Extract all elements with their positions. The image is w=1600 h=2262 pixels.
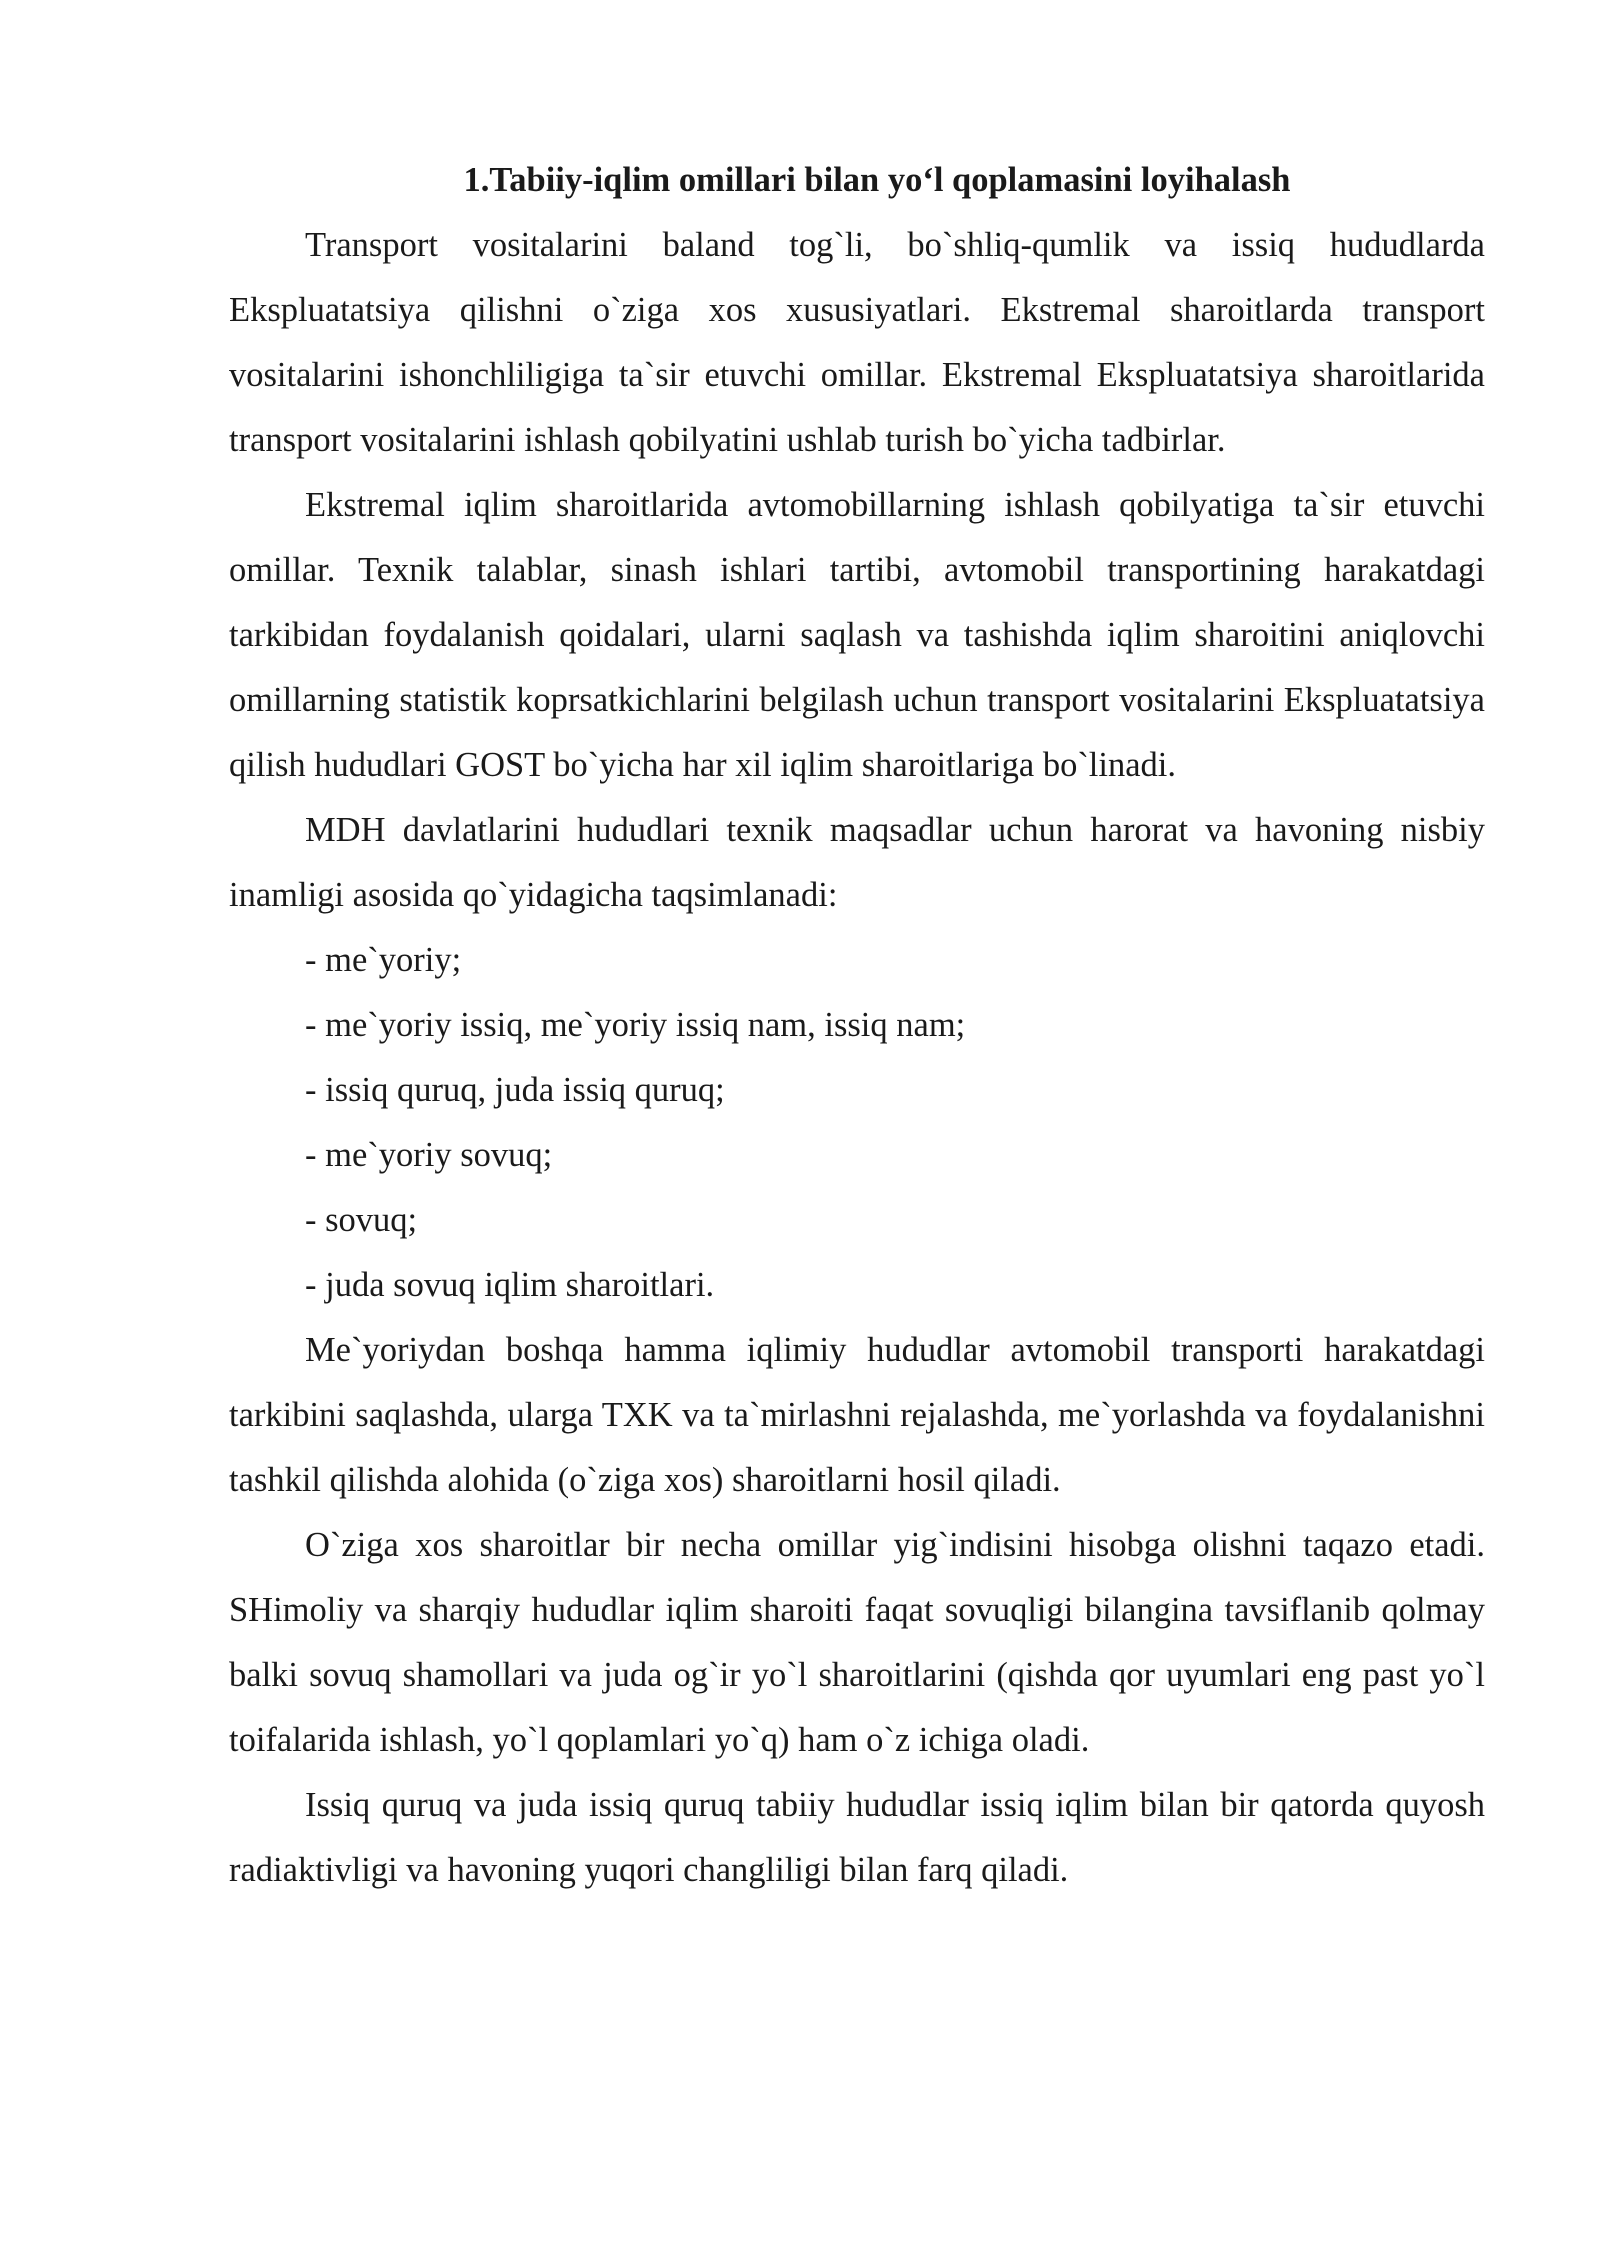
list-item: - me`yoriy sovuq; — [305, 1136, 553, 1174]
list-item: - sovuq; — [305, 1201, 418, 1239]
document-page — [229, 148, 1485, 1903]
list-item: - juda sovuq iqlim sharoitlari. — [305, 1266, 715, 1304]
list-item: - me`yoriy issiq, me`yoriy issiq nam, issiq nam; — [305, 1006, 966, 1044]
paragraph-special-conditions: Me`yoriydan boshqa hamma iqlimiy hududlar avtomobil transporti harakatdagi tarkibini saqlashda, ularga TXK va ta`mirlashni rejalashda, me`yorlashda va foydalanishni tashkil qilishda alohida (o`ziga xos) sharoitlarni hosil qiladi. — [229, 1331, 1485, 1499]
list-item: - me`yoriy; — [305, 941, 462, 979]
paragraph-northern-regions: O`ziga xos sharoitlar bir necha omillar yig`indisini hisobga olishni taqazo etadi. SHimoliy va sharqiy hududlar iqlim sharoiti faqat sovuqligi bilangina tavsiflanib qolmay balki sovuq shamollari va juda og`ir yo`l sharoitlarini (qishda qor uyumlari eng past yo`l toifalarida ishlash, yo`l qoplamlari yo`q) ham o`z ichiga oladi. — [229, 1526, 1485, 1759]
paragraph-intro: Transport vositalarini baland tog`li, bo`shliq-qumlik va issiq hududlarda Ekspluatatsiya qilishni o`ziga xos xususiyatlari. Ekstremal sharoitlarda transport vositalarini ishonchliligiga ta`sir etuvchi omillar. Ekstremal Ekspluatatsiya sharoitlarida transport vositalarini ishlash qobilyatini ushlab turish bo`yicha tadbirlar. — [229, 226, 1485, 459]
document-title: 1.Tabiiy-iqlim omillari bilan yo‘l qoplamasini loyihalash — [463, 161, 1291, 199]
list-item: - issiq quruq, juda issiq quruq; — [305, 1071, 725, 1109]
paragraph-hot-dry-regions: Issiq quruq va juda issiq quruq tabiiy hududlar issiq iqlim bilan bir qatorda quyosh radiaktivligi va havoning yuqori changliligi bilan farq qiladi. — [229, 1786, 1485, 1889]
paragraph-regions: MDH davlatlarini hududlari texnik maqsadlar uchun harorat va havoning nisbiy inamligi asosida qo`yidagicha taqsimlanadi: — [229, 811, 1485, 914]
paragraph-factors: Ekstremal iqlim sharoitlarida avtomobillarning ishlash qobilyatiga ta`sir etuvchi omillar. Texnik talablar, sinash ishlari tartibi, avtomobil transportining harakatdagi tarkibidan foydalanish qoidalari, ularni saqlash va tashishda iqlim sharoitini aniqlovchi omillarning statistik koprsatkichlarini belgilash uchun transport vositalarini Ekspluatatsiya qilish hududlari GOST bo`yicha har xil iqlim sharoitlariga bo`linadi. — [229, 486, 1485, 784]
